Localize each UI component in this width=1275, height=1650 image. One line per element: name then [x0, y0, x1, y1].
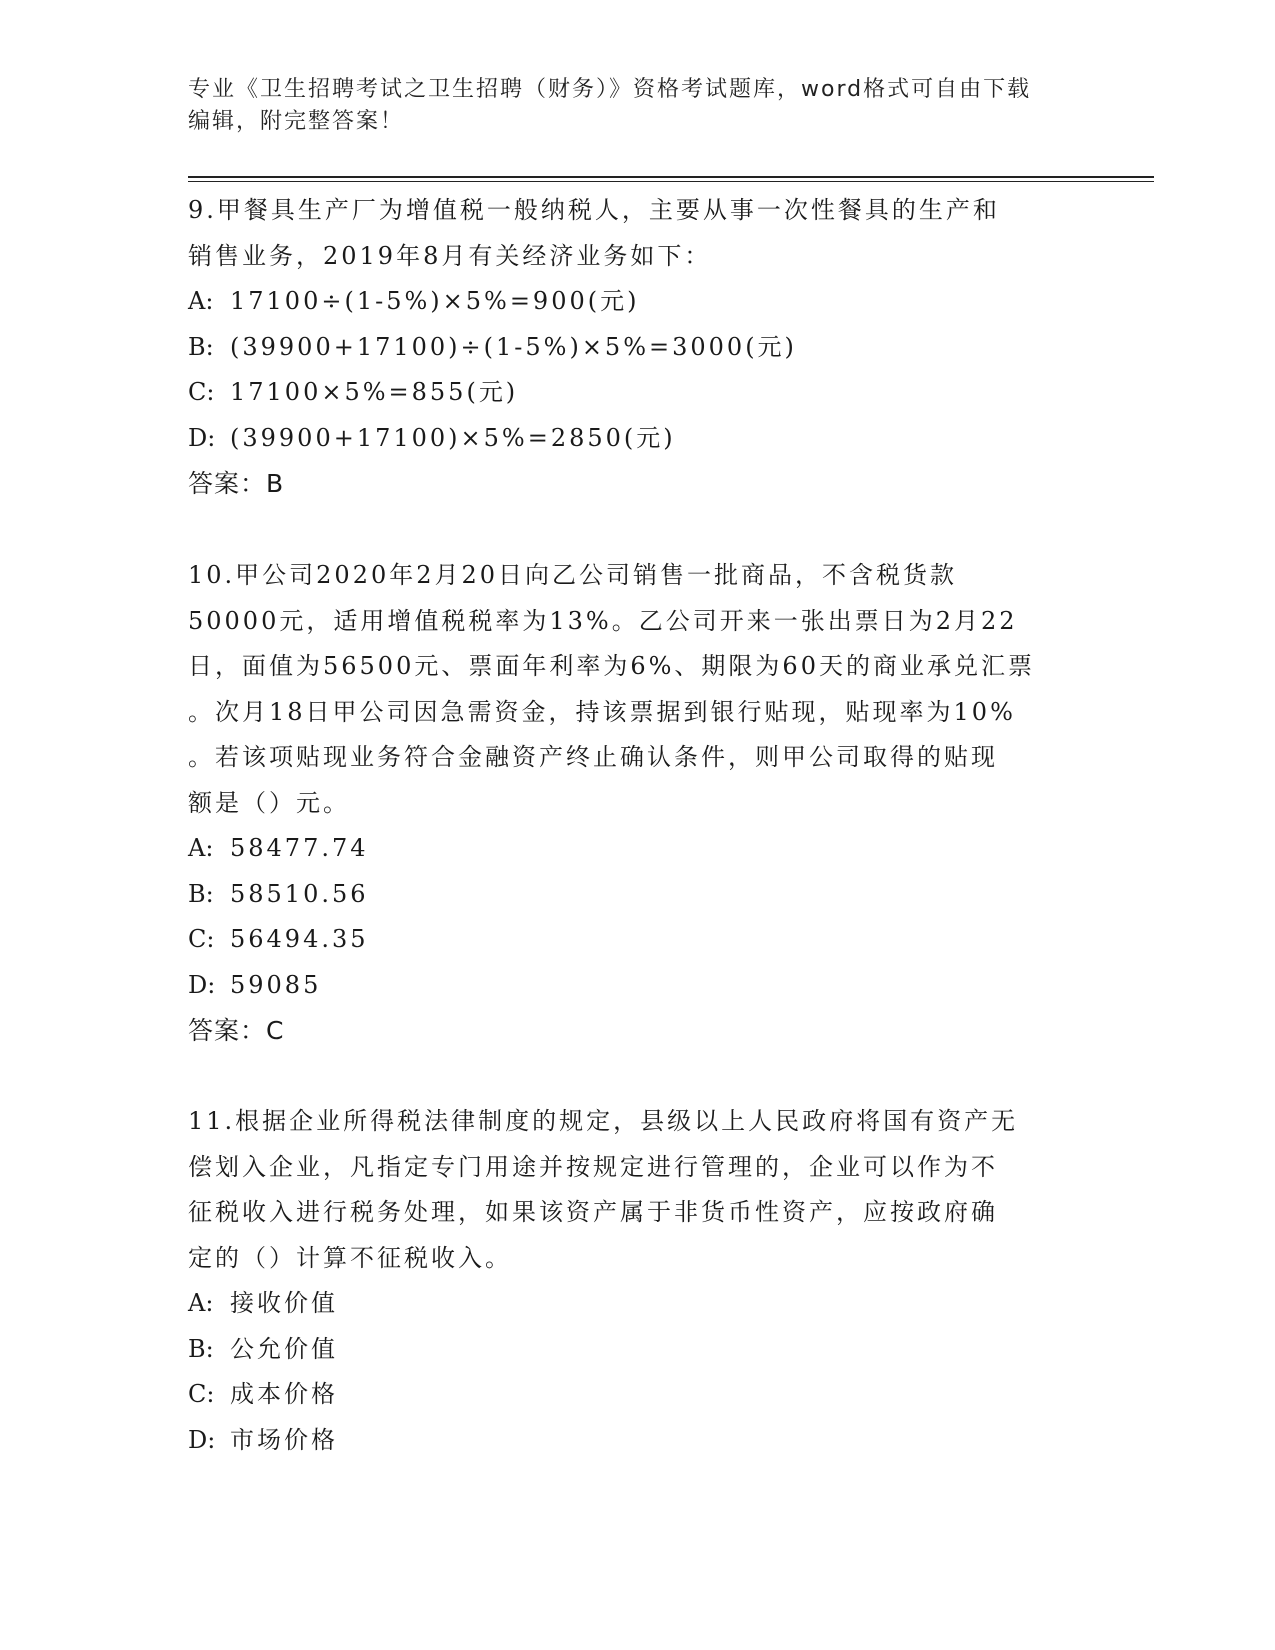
option-text: 公允价值 — [230, 1334, 338, 1363]
option-b — [188, 325, 1088, 371]
question-stem-line: 额是（）元。 — [188, 788, 350, 817]
question-stem-line: 10.甲公司2020年2月20日向乙公司销售一批商品，不含税货款 — [188, 561, 958, 589]
option-d — [188, 1418, 1088, 1464]
option-d — [188, 963, 1088, 1009]
option-letter: B: — [188, 1334, 214, 1363]
option-letter: D: — [188, 970, 216, 999]
question-10 — [188, 553, 1088, 1054]
option-text: 接收价值 — [230, 1289, 338, 1317]
option-a — [188, 279, 1088, 325]
question-stem-line: 定的（）计算不征税收入。 — [188, 1243, 512, 1272]
option-letter: A: — [188, 1289, 214, 1317]
question-stem-line: 日，面值为56500元、票面年利率为6%、期限为60天的商业承兑汇票 — [188, 652, 1035, 680]
option-d — [188, 416, 1088, 462]
question-11 — [188, 1099, 1088, 1463]
question-stem-line: 50000元，适用增值税税率为13%。乙公司开来一张出票日为2月22 — [188, 606, 1018, 635]
option-letter: C: — [188, 925, 215, 953]
option-letter: D: — [188, 1425, 216, 1454]
option-letter: D: — [188, 423, 216, 452]
question-stem-line: 征税收入进行税务处理，如果该资产属于非货币性资产，应按政府确 — [188, 1198, 998, 1226]
option-letter: A: — [188, 287, 214, 315]
option-text: 市场价格 — [230, 1425, 338, 1454]
option-letter: B: — [188, 879, 214, 908]
option-text: 成本价格 — [230, 1380, 338, 1408]
header-divider-thin — [188, 181, 1154, 182]
question-stem-line: 偿划入企业，凡指定专门用途并按规定进行管理的，企业可以作为不 — [188, 1152, 998, 1181]
option-text: 58510.56 — [230, 879, 369, 908]
option-b — [188, 1327, 1088, 1373]
header-line-2: 编辑，附完整答案！ — [188, 109, 405, 134]
option-text: 56494.35 — [230, 925, 369, 953]
answer-line: 答案：C — [188, 1016, 285, 1045]
option-letter: C: — [188, 1380, 215, 1408]
option-text: 58477.74 — [230, 834, 369, 862]
option-text: 17100×5%=855(元) — [230, 378, 519, 406]
question-stem-line: 9.甲餐具生产厂为增值税一般纳税人，主要从事一次性餐具的生产和 — [188, 196, 1000, 224]
option-c — [188, 917, 1088, 963]
option-letter: C: — [188, 378, 215, 406]
option-c — [188, 370, 1088, 416]
option-text: (39900+17100)÷(1-5%)×5%=3000(元) — [230, 332, 797, 361]
option-letter: B: — [188, 332, 214, 361]
question-stem-line: 。若该项贴现业务符合金融资产终止确认条件，则甲公司取得的贴现 — [188, 743, 998, 771]
option-text: 17100÷(1-5%)×5%=900(元) — [230, 287, 640, 315]
question-stem-line: 11.根据企业所得税法律制度的规定，县级以上人民政府将国有资产无 — [188, 1107, 1019, 1135]
option-text: (39900+17100)×5%=2850(元) — [230, 423, 676, 452]
option-c — [188, 1372, 1088, 1418]
header-divider-thick — [188, 176, 1154, 178]
option-letter: A: — [188, 834, 214, 862]
option-text: 59085 — [230, 970, 322, 999]
question-stem-line: 销售业务，2019年8月有关经济业务如下： — [188, 241, 712, 270]
document-header — [188, 74, 1068, 138]
option-a — [188, 826, 1088, 872]
question-9 — [188, 188, 1088, 507]
question-stem-line: 。次月18日甲公司因急需资金，持该票据到银行贴现，贴现率为10% — [188, 697, 1016, 726]
option-b — [188, 872, 1088, 918]
answer-line: 答案：B — [188, 469, 285, 498]
option-a — [188, 1281, 1088, 1327]
header-line-1: 专业《卫生招聘考试之卫生招聘（财务）》资格考试题库，word格式可自由下载 — [188, 77, 1032, 102]
